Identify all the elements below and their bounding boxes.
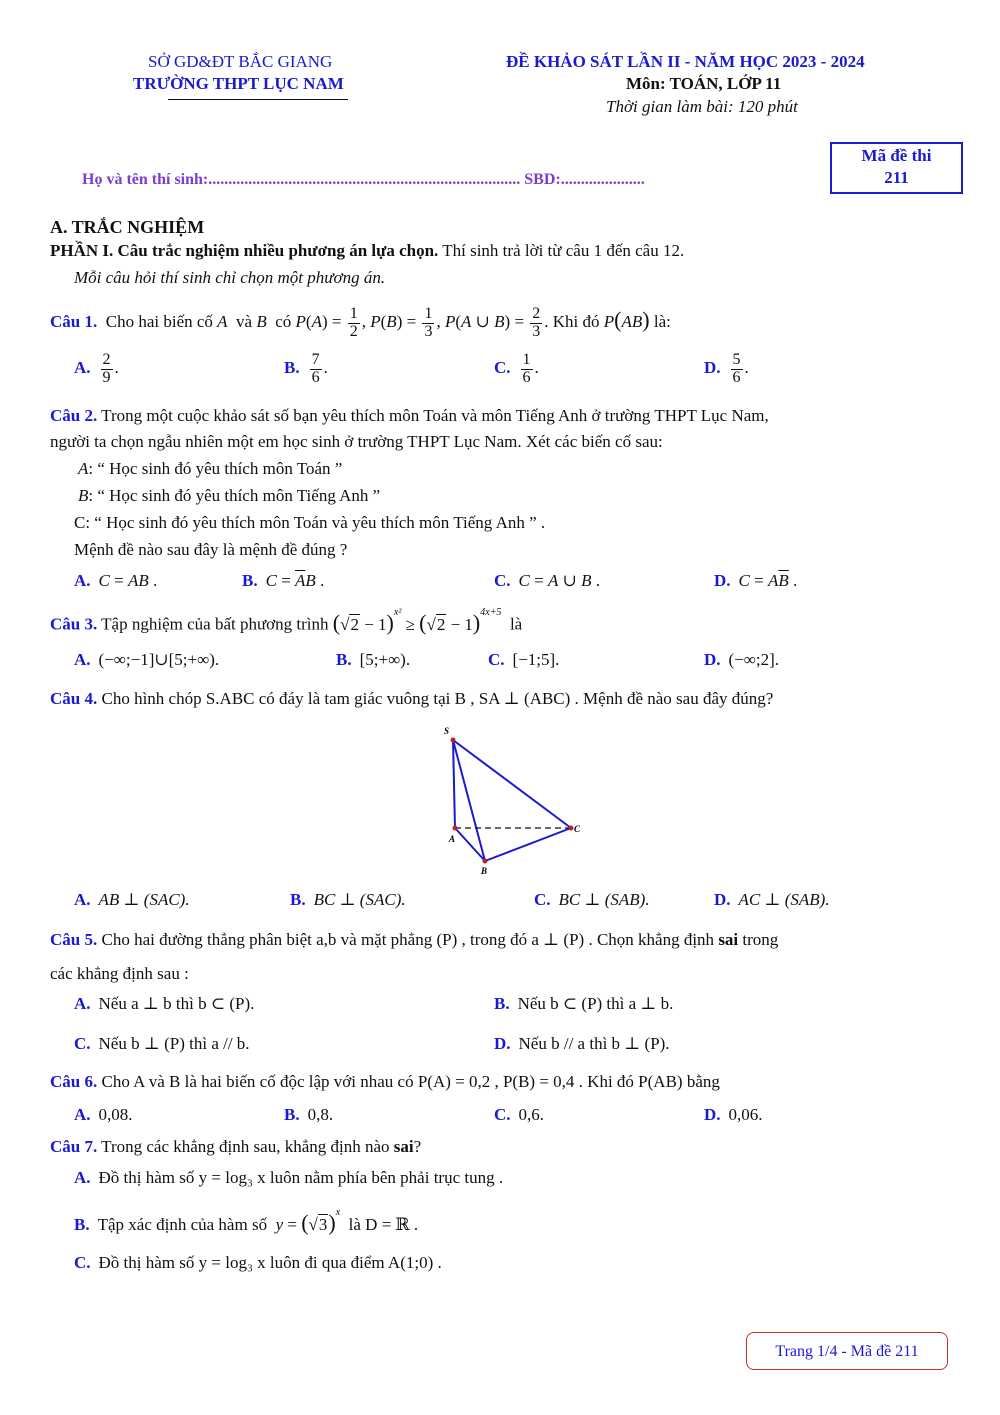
page-number: Trang 1/4 - Mã đề 211: [775, 1343, 919, 1360]
student-info-line: Họ và tên thí sinh:.............................................................................. SBD:.....................: [82, 171, 645, 188]
q2-option-b[interactable]: B. $C = \overline{A}B$ .: [242, 571, 325, 590]
q3-option-c[interactable]: C. [−1;5].: [488, 650, 560, 669]
question-7: [50, 1137, 421, 1157]
exam-title: ĐỀ KHẢO SÁT LẦN II - NĂM HỌC 2023 - 2024: [506, 52, 865, 71]
question-6: [50, 1072, 720, 1092]
q7-sai: sai: [393, 1137, 414, 1156]
q6-text: Cho A và B là hai biến cố độc lập với nhau có P(A) = 0,2 , P(B) = 0,4 . Khi đó P(AB) bằng: [97, 1072, 720, 1091]
q1-text-c: có: [275, 312, 292, 331]
question-4: [50, 689, 773, 709]
q6-option-b[interactable]: B. 0,8.: [284, 1105, 334, 1124]
q3-option-d[interactable]: D. (−∞;2].: [704, 650, 780, 669]
q1-label: Câu 1.: [50, 312, 98, 331]
q6-option-c[interactable]: C. 0,6.: [494, 1105, 545, 1124]
exam-code-box: [830, 142, 963, 194]
q5-line2: các khẳng định sau :: [50, 964, 189, 983]
exam-code: 211: [884, 168, 909, 187]
q1-text-b: và: [236, 312, 253, 331]
q4-option-a[interactable]: A. AB ⊥ (SAC).: [74, 890, 190, 909]
q3-tail: là: [509, 614, 523, 634]
q3-formula: $(√2 - 1)^{x^2} \ge (√2 - 1)^{4x+5}$: [332, 607, 502, 635]
question-5: [50, 930, 778, 950]
q3-option-b[interactable]: B. [5;+∞).: [336, 650, 411, 669]
q1-text-e: là:: [653, 312, 671, 331]
q5-label: Câu 5.: [50, 930, 98, 949]
q6-option-a[interactable]: A. 0,08.: [74, 1105, 133, 1124]
q5-option-d[interactable]: D. Nếu b // a thì b ⊥ (P).: [494, 1034, 670, 1053]
q2-option-d[interactable]: D. $C = A\overline{B}$ .: [714, 571, 798, 590]
part-text: Thí sinh trả lời từ câu 1 đến câu 12.: [438, 241, 685, 260]
question-2: [50, 406, 769, 426]
q4-option-d[interactable]: D. AC ⊥ (SAB).: [714, 890, 830, 909]
label-s: S: [444, 726, 450, 736]
label-c: C: [574, 824, 581, 834]
part-instruction: [50, 241, 684, 261]
q7-text: Trong các khẳng định sau, khẳng định nào: [97, 1137, 394, 1156]
label-b: B: [481, 866, 488, 876]
q3-text: Tập nghiệm của bất phương trình: [97, 614, 329, 634]
page-footer: [746, 1332, 948, 1370]
q3-label: Câu 3.: [50, 614, 98, 634]
q1-text-d: . Khi đó: [544, 312, 600, 331]
q5-option-a[interactable]: A. Nếu a ⊥ b thì b ⊂ (P).: [74, 994, 255, 1013]
q1-formula: P(A) = $\frac{1}{2}$ , P(B) = $\frac{1}{3}$ , P(A ∪ B) = $\frac{2}{3}$: [295, 304, 541, 340]
q2-label: Câu 2.: [50, 406, 98, 425]
q4-text: Cho hình chóp S.ABC có đáy là tam giác vuông tại B , SA ⊥ (ABC) . Mệnh đề nào sau đây đúng?: [97, 689, 774, 708]
exam-subject: Môn: TOÁN, LỚP 11: [626, 74, 782, 93]
q7-end: ?: [413, 1137, 422, 1156]
q1-option-a[interactable]: A. $\frac{2}{9}$ .: [74, 351, 119, 386]
q7-option-a[interactable]: A. Đồ thị hàm số y = log₃ x luôn nằm phía bên phải trục tung .: [74, 1168, 504, 1187]
exam-time: Thời gian làm bài: 120 phút: [606, 97, 798, 116]
q5-sai: sai: [718, 930, 739, 949]
q6-label: Câu 6.: [50, 1072, 98, 1091]
header-underline: [168, 99, 348, 100]
question-1: Câu 1. Cho hai biến cố A và B có P(A) = $\frac{1}{2}$ , P(B) = $\frac{1}{3}$ , P(A ∪ B) = $\frac{2}{3}$ . Khi đó P(AB) là:: [50, 304, 671, 340]
exam-code-label: Mã đề thi: [861, 146, 932, 165]
q2-option-a[interactable]: A. C = AB .: [74, 571, 158, 590]
q7-option-b[interactable]: B. Tập xác định của hàm số $y = (√3)^x$ là D = ℝ .: [74, 1207, 419, 1235]
q1-text-a: Cho hai biến cố: [105, 312, 213, 331]
q2-line1: Trong một cuộc khảo sát số bạn yêu thích môn Toán và môn Tiếng Anh ở trường THPT Lục Nam,: [97, 406, 769, 425]
q3-option-a[interactable]: A. (−∞;−1]∪[5;+∞).: [74, 650, 220, 669]
q7-option-c[interactable]: C. Đồ thị hàm số y = log₃ x luôn đi qua điểm A(1;0) .: [74, 1253, 442, 1272]
q4-option-b[interactable]: B. BC ⊥ (SAC).: [290, 890, 406, 909]
q2-line2: người ta chọn ngẫu nhiên một em học sinh ở trường THPT Lục Nam. Xét các biến cố sau:: [50, 432, 663, 451]
part-title: PHẦN I. Câu trắc nghiệm nhiều phương án lựa chọn.: [50, 241, 439, 260]
q2-event-a: A: “ Học sinh đó yêu thích môn Toán ”: [78, 459, 343, 478]
q4-option-c[interactable]: C. BC ⊥ (SAB).: [534, 890, 650, 909]
q5-option-c[interactable]: C. Nếu b ⊥ (P) thì a // b.: [74, 1034, 250, 1053]
q6-option-d[interactable]: D. 0,06.: [704, 1105, 763, 1124]
q2-event-b: B: “ Học sinh đó yêu thích môn Tiếng Anh ”: [78, 486, 381, 505]
q2-option-c[interactable]: C. C = A ∪ B .: [494, 571, 600, 590]
school-name: TRƯỜNG THPT LỤC NAM: [133, 74, 344, 93]
pyramid-figure: [430, 722, 600, 880]
section-title: A. TRẮC NGHIỆM: [50, 217, 205, 237]
q1-option-d[interactable]: D. $\frac{5}{6}$ .: [704, 351, 749, 386]
q1-option-b[interactable]: B. $\frac{7}{6}$ .: [284, 351, 328, 386]
q1-option-c[interactable]: C. $\frac{1}{6}$ .: [494, 351, 539, 386]
question-3: [50, 606, 522, 640]
q5-text2: trong: [738, 930, 779, 949]
part-note: Mỗi câu hỏi thí sinh chỉ chọn một phương án.: [74, 268, 386, 287]
q2-event-c: C: “ Học sinh đó yêu thích môn Toán và yêu thích môn Tiếng Anh ” .: [74, 513, 546, 532]
label-a: A: [449, 834, 456, 844]
q2-question: Mệnh đề nào sau đây là mệnh đề đúng ?: [74, 540, 348, 559]
q5-text1: Cho hai đường thẳng phân biệt a,b và mặt phẳng (P) , trong đó a ⊥ (P) . Chọn khẳng định: [97, 930, 719, 949]
dept-name: SỞ GD&ĐT BẮC GIANG: [148, 52, 333, 71]
q7-label: Câu 7.: [50, 1137, 98, 1156]
q4-label: Câu 4.: [50, 689, 98, 708]
q5-option-b[interactable]: B. Nếu b ⊂ (P) thì a ⊥ b.: [494, 994, 674, 1013]
